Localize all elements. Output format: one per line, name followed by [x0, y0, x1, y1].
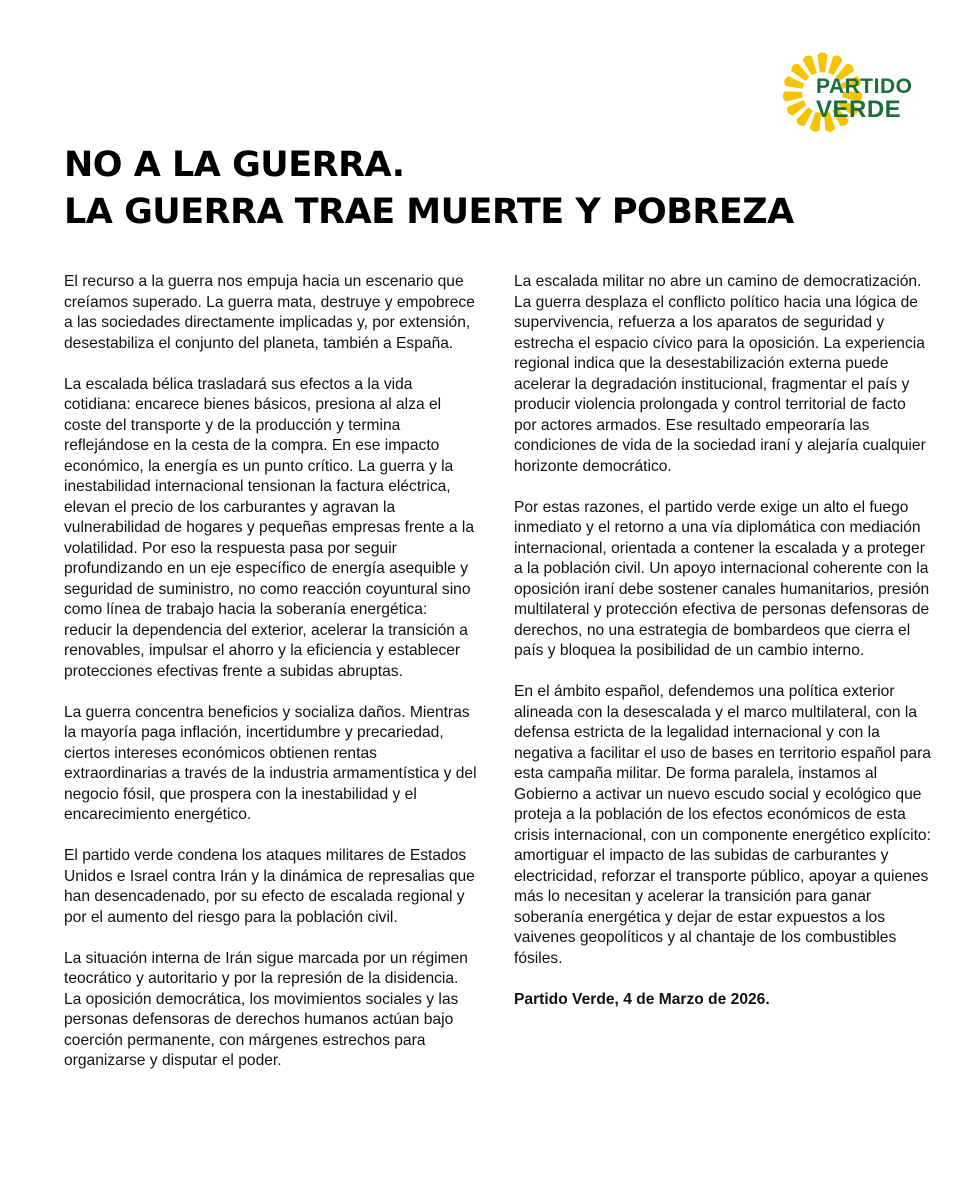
logo-text-partido: PARTIDO [816, 75, 913, 98]
title-line-1: NO A LA GUERRA. [64, 145, 405, 185]
paragraph-left-1: El recurso a la guerra nos empuja hacia un escenario que creíamos superado. La guerra mata, destruye y empobrece a las sociedades directamente implicadas y, por extensión, desestabiliza el conjunto del planeta, también a España. [64, 273, 475, 352]
paragraph-right-1: La escalada militar no abre un camino de democratización. La guerra desplaza el conflicto político hacia una lógica de supervivencia, refuerza a los aparatos de seguridad y estrecha el espacio cívico para la oposición. La experiencia regional indica que la desestabilización externa puede acelerar la degradación institucional, fragmentar el país y producir violencia prolongada y control territorial de facto por actores armados. Ese resultado empeoraría las condiciones de vida de la sociedad iraní y alejaría cualquier horizonte democrático. [514, 273, 926, 475]
paragraph-left-4: El partido verde condena los ataques militares de Estados Unidos e Israel contra Irán y la dinámica de represalias que han desencadenado, por su efecto de escalada regional y por el aumento del riesgo para la población civil. [64, 847, 475, 926]
paragraph-left-5: La situación interna de Irán sigue marcada por un régimen teocrático y autoritario y por la represión de la disidencia. La oposición democrática, los movimientos sociales y las personas defensoras de derechos humanos actúan bajo coerción permanente, con márgenes estrechos para organizarse y disputar el poder. [64, 949, 468, 1069]
logo-wordmark [816, 76, 912, 122]
left-column [64, 272, 478, 1092]
page-title [64, 142, 794, 236]
paragraph-right-2: Por estas razones, el partido verde exige un alto el fuego inmediato y el retorno a una vía diplomática con mediación internacional, orientada a contener la escalada y a proteger a la población civil. Un apoyo internacional coherente con la oposición iraní debe sostener canales humanitarios, presión multilateral y protección efectiva de personas defensoras de derechos, no una estrategia de bombardeos que cierra el país y bloquea la posibilidad de un cambio interno. [514, 498, 930, 659]
paragraph-left-2: La escalada bélica trasladará sus efectos a la vida cotidiana: encarece bienes básicos, presiona al alza el coste del transporte y de la producción y termina reflejándose en la cesta de la compra. En ese impacto económico, la energía es un punto crítico. La guerra y la inestabilidad internacional tensionan la factura eléctrica, elevan el precio de los carburantes y agravan la vulnerabilidad de hogares y pequeñas empresas frente a la volatilidad. Por eso la respuesta pasa por seguir profundizando en un eje específico de energía asequible y seguridad de suministro, no como reacción coyuntural sino como línea de trabajo hacia la soberanía energética: reducir la dependencia del exterior, acelerar la transición a renovables, impulsar el ahorro y la eficiencia y establecer protecciones efectivas frente a subidas abruptas. [64, 375, 475, 680]
logo-text-verde: VERDE [816, 96, 902, 123]
signature: Partido Verde, 4 de Marzo de 2026. [514, 990, 770, 1008]
partido-verde-logo [780, 50, 920, 135]
paragraph-right-3: En el ámbito español, defendemos una política exterior alineada con la desescalada y el marco multilateral, con la defensa estricta de la legalidad internacional y con la negativa a facilitar el uso de bases en territorio español para esta campaña militar. De forma paralela, instamos al Gobierno a activar un nuevo escudo social y ecológico que proteja a la población de los efectos económicos de esta crisis internacional, con un componente energético explícito: amortiguar el impacto de las subidas de carburantes y electricidad, reforzar el transporte público, apoyar a quienes más lo necesitan y acelerar la transición para ganar soberanía energética y dejar de estar expuestos a los vaivenes geopolíticos y al chantaje de los combustibles fósiles. [514, 683, 931, 967]
title-line-2: LA GUERRA TRAE MUERTE Y POBREZA [64, 192, 794, 232]
paragraph-left-3: La guerra concentra beneficios y socializa daños. Mientras la mayoría paga inflación, incertidumbre y precariedad, ciertos intereses económicos obtienen rentas extraordinarias a través de la industria armamentística y del negocio fósil, que prospera con la inestabilidad y el encarecimiento energético. [64, 703, 477, 823]
right-column [514, 272, 932, 1031]
